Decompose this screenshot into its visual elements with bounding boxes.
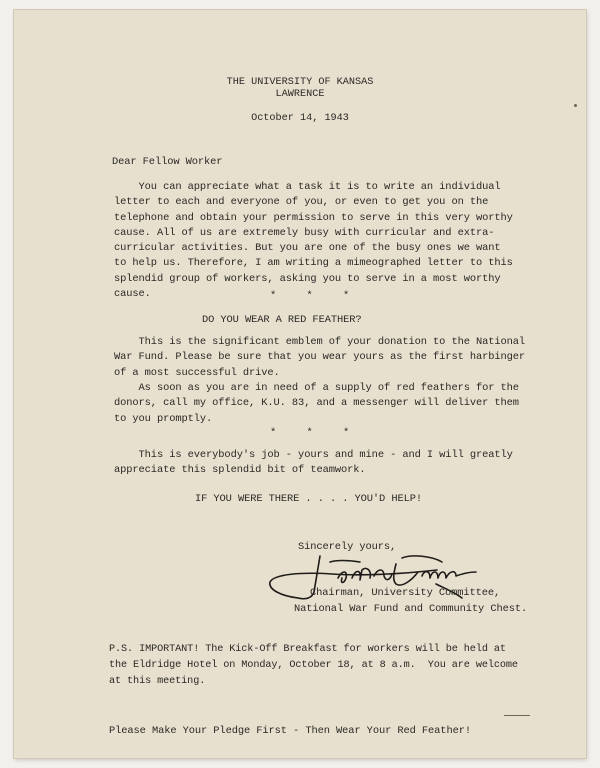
paragraph-line: appreciate this splendid bit of teamwork. bbox=[114, 464, 366, 477]
paragraph-line: to help us. Therefore, I am writing a mimeographed letter to this bbox=[114, 257, 513, 270]
stray-mark bbox=[504, 715, 530, 716]
paragraph-supply bbox=[114, 381, 519, 427]
paragraph-line: telephone and obtain your permission to serve in this very worthy bbox=[114, 211, 513, 224]
salutation: Dear Fellow Worker bbox=[112, 156, 223, 168]
paragraph-line: You can appreciate what a task it is to write an individual bbox=[114, 181, 501, 193]
paragraph-line: splendid group of workers, asking you to serve in a most worthy bbox=[114, 272, 501, 285]
postscript bbox=[109, 642, 518, 690]
paragraph-intro bbox=[114, 180, 513, 302]
postscript-line: P.S. IMPORTANT! The Kick-Off Breakfast for workers will be held at bbox=[109, 644, 506, 655]
paragraph-line: As soon as you are in need of a supply of red feathers for the bbox=[114, 382, 519, 394]
footer-slogan: Please Make Your Pledge First - Then Wear Your Red Feather! bbox=[109, 725, 471, 737]
section-heading: DO YOU WEAR A RED FEATHER? bbox=[202, 314, 362, 326]
paragraph-line: cause. bbox=[114, 288, 151, 301]
letter-date: October 14, 1943 bbox=[251, 113, 349, 124]
separator-stars: * * * bbox=[270, 290, 362, 302]
signer-title: Chairman, University Committee, bbox=[310, 587, 501, 599]
postscript-line: at this meeting. bbox=[109, 676, 206, 687]
paragraph-line: This is the significant emblem of your donation to the National bbox=[114, 336, 526, 348]
paragraph-teamwork bbox=[114, 448, 513, 479]
paragraph-line: of a most successful drive. bbox=[114, 366, 280, 379]
paragraph-line: to you promptly. bbox=[114, 412, 213, 425]
signer-organization: National War Fund and Community Chest. bbox=[294, 603, 528, 615]
paragraph-line: letter to each and everyone of you, or even to get you on the bbox=[114, 196, 489, 209]
closing: Sincerely yours, bbox=[298, 541, 397, 553]
letter-page bbox=[14, 10, 586, 758]
slogan: IF YOU WERE THERE . . . . YOU'D HELP! bbox=[195, 493, 423, 505]
letterhead-city: LAWRENCE bbox=[275, 89, 325, 100]
postscript-line: the Eldridge Hotel on Monday, October 18, at 8 a.m. You are welcome bbox=[109, 660, 518, 671]
paragraph-line: War Fund. Please be sure that you wear yours as the first harbinger bbox=[114, 351, 526, 364]
separator-stars: * * * bbox=[270, 427, 362, 439]
paragraph-feather bbox=[114, 335, 525, 381]
paragraph-line: cause. All of us are extremely busy with curricular and extra- bbox=[114, 226, 495, 239]
stray-dot bbox=[574, 104, 577, 107]
letterhead-university: THE UNIVERSITY OF KANSAS bbox=[226, 77, 374, 88]
paragraph-line: This is everybody's job - yours and mine - and I will greatly bbox=[114, 449, 513, 461]
paragraph-line: curricular activities. But you are one of the busy ones we want bbox=[114, 242, 501, 255]
paragraph-line: donors, call my office, K.U. 83, and a messenger will deliver them bbox=[114, 397, 519, 410]
